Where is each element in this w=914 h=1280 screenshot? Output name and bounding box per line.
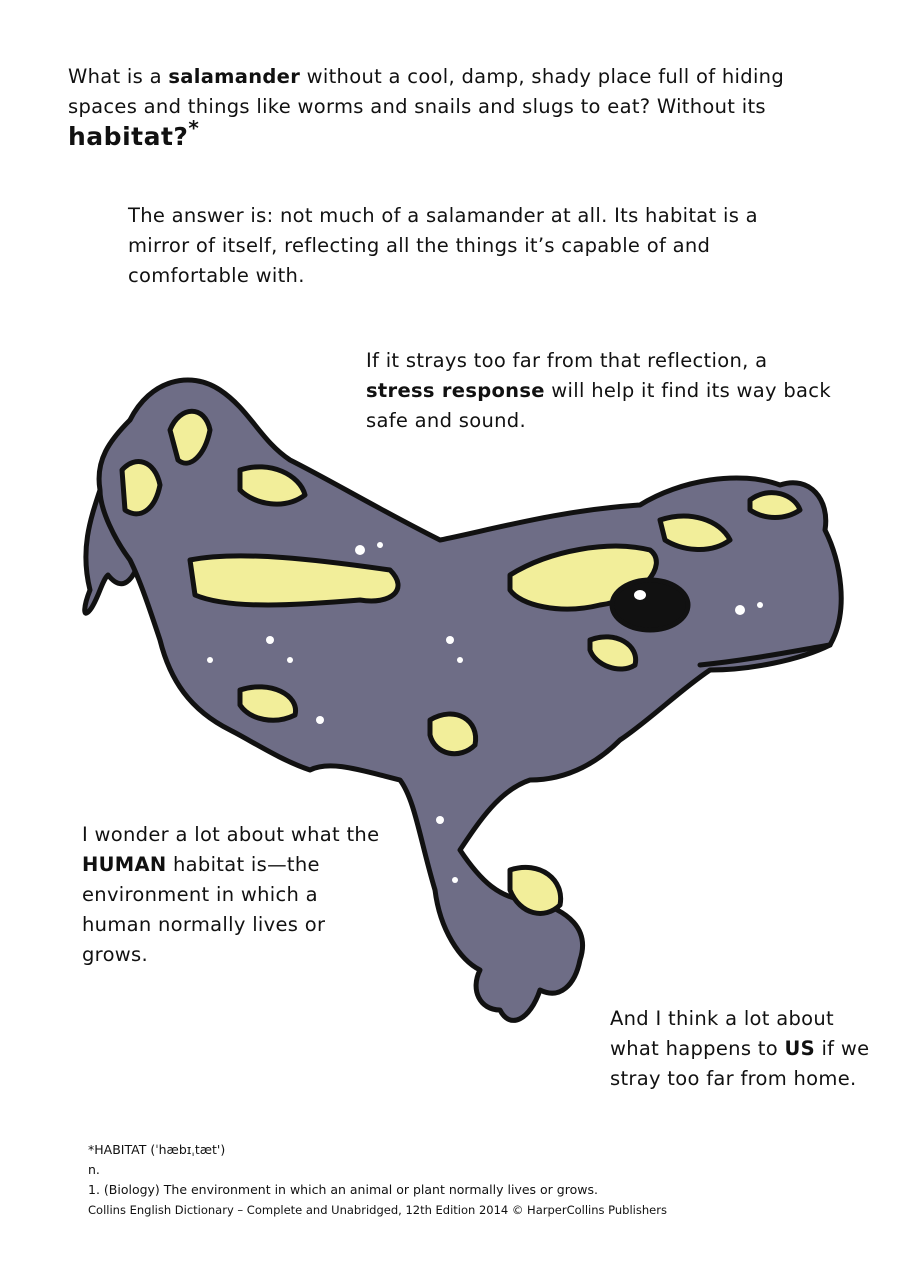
footnote-source: Collins English Dictionary – Complete and Unabridged, 12th Edition 2014 © HarperCollins Publishers <box>88 1203 667 1217</box>
habitat-word: habitat? <box>68 122 189 151</box>
wonder-paragraph: I wonder a lot about what the HUMAN habitat is—the environment in which a human normally lives or grows. <box>82 823 380 966</box>
footnote-star: * <box>188 116 200 140</box>
us-word: US <box>784 1037 815 1060</box>
salamander-word: salamander <box>168 65 301 88</box>
human-word: HUMAN <box>82 853 167 876</box>
dictionary-footnote <box>88 1140 667 1220</box>
stress-response-term: stress response <box>366 379 545 402</box>
footnote-definition: 1. (Biology) The environment in which an animal or plant normally lives or grows. <box>88 1182 598 1197</box>
intro-paragraph: What is a salamander without a cool, damp, shady place full of hiding spaces and things like worms and snails and slugs to eat? Without its habitat?* <box>68 65 784 151</box>
footnote-headword: *HABITAT (ˈhæbɪˌtæt') <box>88 1142 226 1157</box>
think-paragraph: And I think a lot about what happens to US if we stray too far from home. <box>610 1007 870 1090</box>
footnote-part-of-speech: n. <box>88 1162 100 1177</box>
answer-paragraph: The answer is: not much of a salamander at all. Its habitat is a mirror of itself, reflecting all the things it’s capable of and comfortable with. <box>128 204 758 287</box>
stray-paragraph: If it strays too far from that reflection, a stress response will help it find its way back safe and sound. <box>366 349 831 432</box>
